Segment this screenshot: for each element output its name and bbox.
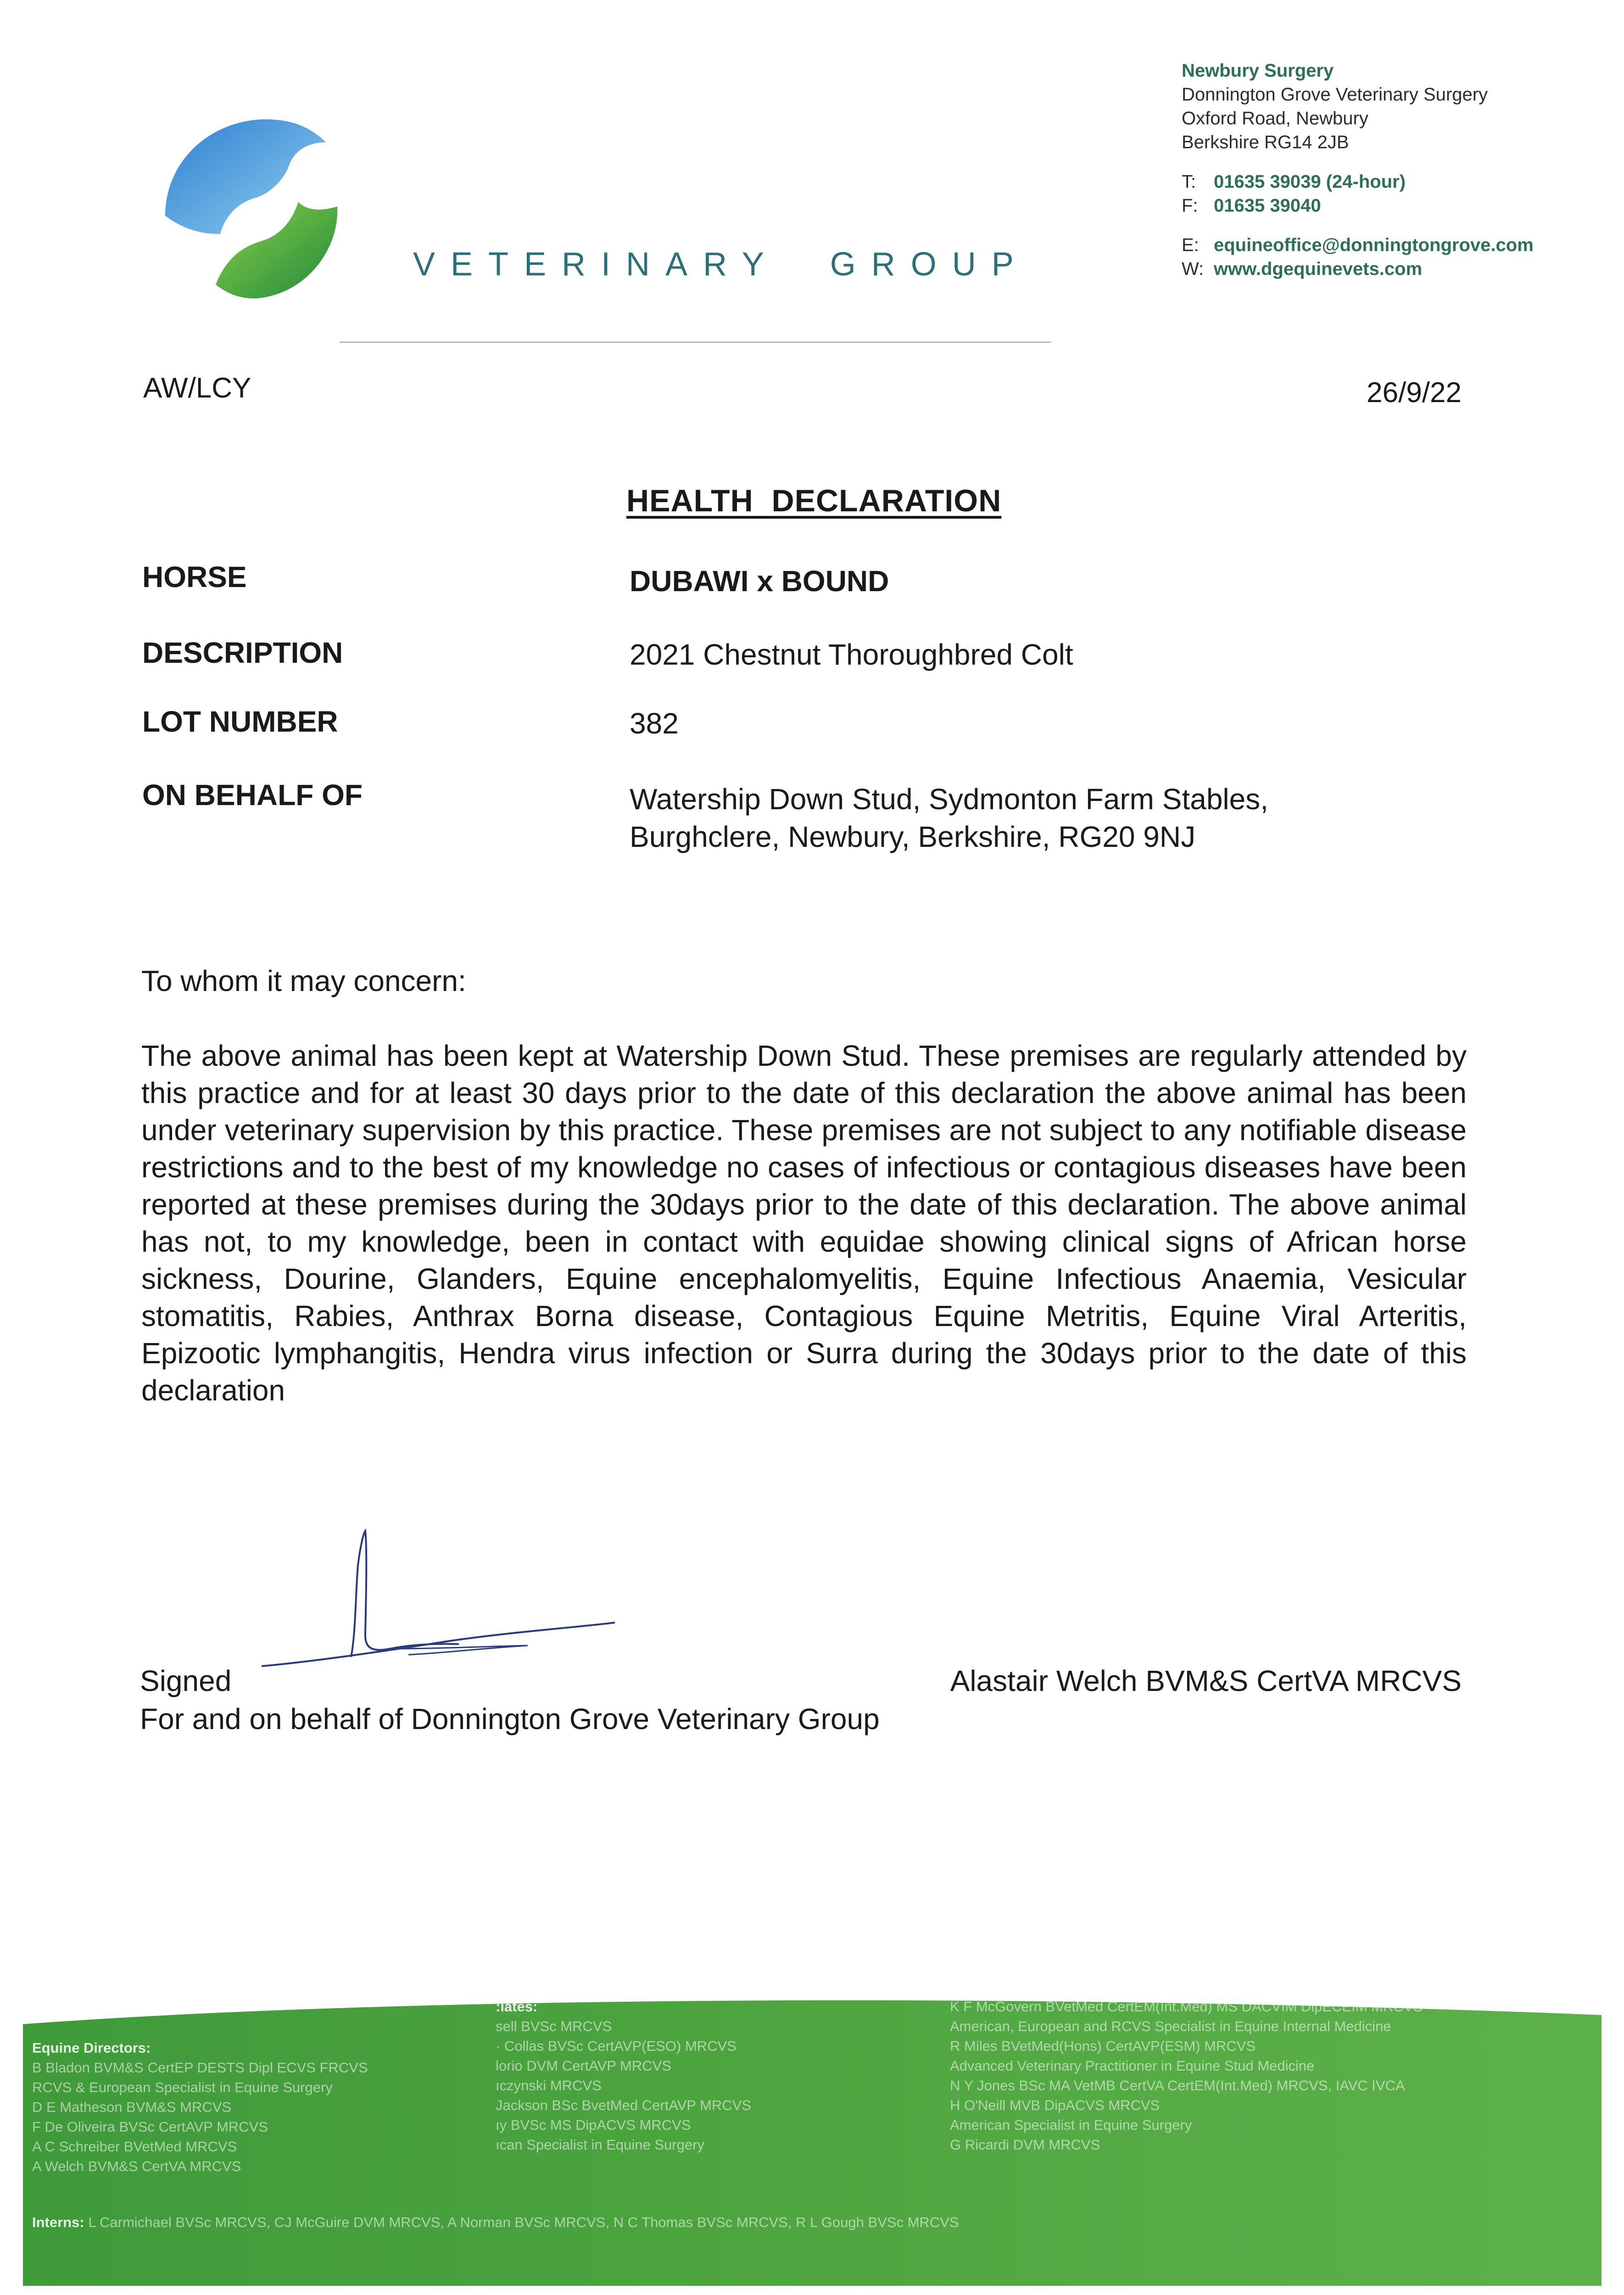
address-line-1: Donnington Grove Veterinary Surgery bbox=[1182, 84, 1488, 105]
fax-number: 01635 39040 bbox=[1214, 196, 1321, 216]
interns-label: Interns: bbox=[32, 2214, 84, 2230]
footer-associates bbox=[496, 1997, 751, 2155]
on-behalf-of-label: ON BEHALF OF bbox=[142, 778, 363, 812]
specialist-line: G Ricardi DVM MRCVS bbox=[950, 2137, 1100, 2153]
footer-band bbox=[23, 1992, 1602, 2286]
web-label: W: bbox=[1182, 259, 1204, 279]
interns-list: L Carmichael BVSc MRCVS, CJ McGuire DVM MRCVS, A Norman BVSc MRCVS, N C Thomas BVSc MRCVS, R L Gough BVSc MRCVS bbox=[88, 2214, 959, 2230]
surgery-name: Newbury Surgery bbox=[1182, 61, 1334, 81]
signed-label: Signed bbox=[140, 1664, 232, 1697]
behalf-line-1: Watership Down Stud, Sydmonton Farm Stables, bbox=[630, 783, 1268, 816]
letter-date: 26/9/22 bbox=[1367, 377, 1462, 409]
reference-code: AW/LCY bbox=[143, 372, 251, 404]
address-line-3: Berkshire RG14 2JB bbox=[1182, 132, 1349, 152]
lot-number-value: 382 bbox=[630, 707, 679, 740]
associate-line: ıczynski MRCVS bbox=[496, 2077, 602, 2093]
horse-label: HORSE bbox=[142, 560, 247, 593]
description-value: 2021 Chestnut Thoroughbred Colt bbox=[630, 638, 1073, 671]
specialist-line: R Miles BVetMed(Hons) CertAVP(ESM) MRCVS bbox=[950, 2038, 1256, 2054]
associate-line: · Collas BVSc CertAVP(ESO) MRCVS bbox=[496, 2038, 737, 2054]
brand-word-group: GROUP bbox=[830, 246, 1029, 283]
director-line: B Bladon BVM&S CertEP DESTS Dipl ECVS FRCVS bbox=[32, 2060, 368, 2076]
email-link[interactable]: equineoffice@donningtongrove.com bbox=[1214, 235, 1534, 255]
director-line: A Welch BVM&S CertVA MRCVS bbox=[32, 2158, 241, 2174]
signature-behalf-line: For and on behalf of Donnington Grove Veterinary Group bbox=[140, 1702, 880, 1735]
specialist-line: N Y Jones BSc MA VetMB CertVA CertEM(Int.Med) MRCVS, IAVC IVCA bbox=[950, 2077, 1405, 2093]
lot-number-label: LOT NUMBER bbox=[142, 705, 338, 738]
director-line: F De Oliveira BVSc CertAVP MRCVS bbox=[32, 2119, 268, 2135]
contact-block bbox=[1182, 59, 1534, 281]
behalf-line-2: Burghclere, Newbury, Berkshire, RG20 9NJ bbox=[630, 820, 1196, 853]
website-link[interactable]: www.dgequinevets.com bbox=[1214, 259, 1423, 279]
brand-wordmark bbox=[413, 246, 1029, 283]
document-title: HEALTH DECLARATION bbox=[626, 483, 1002, 518]
signer-name: Alastair Welch BVM&S CertVA MRCVS bbox=[950, 1664, 1462, 1697]
director-line: A C Schreiber BVetMed MRCVS bbox=[32, 2138, 237, 2155]
email-label: E: bbox=[1182, 235, 1199, 255]
specialist-line: Advanced Veterinary Practitioner in Equine Stud Medicine bbox=[950, 2058, 1315, 2074]
address-line-2: Oxford Road, Newbury bbox=[1182, 108, 1368, 129]
horse-logo-icon bbox=[156, 110, 349, 303]
specialist-line: H O'Neill MVB DipACVS MRCVS bbox=[950, 2097, 1160, 2113]
footer-directors bbox=[32, 2038, 368, 2176]
associates-heading: :iates: bbox=[496, 1998, 538, 2015]
description-label: DESCRIPTION bbox=[142, 636, 343, 669]
footer-interns bbox=[32, 2212, 959, 2232]
handwritten-signature bbox=[257, 1528, 624, 1680]
fax-label: F: bbox=[1182, 196, 1198, 216]
specialist-line: American Specialist in Equine Surgery bbox=[950, 2117, 1192, 2133]
associate-line: Jackson BSc BvetMed CertAVP MRCVS bbox=[496, 2097, 752, 2113]
directors-heading: Equine Directors: bbox=[32, 2040, 151, 2056]
on-behalf-of-value bbox=[630, 780, 1268, 856]
director-line: D E Matheson BVM&S MRCVS bbox=[32, 2099, 232, 2115]
brand-word-veterinary: VETERINARY bbox=[413, 246, 780, 283]
footer-specialists bbox=[950, 1997, 1423, 2155]
associate-line: lorio DVM CertAVP MRCVS bbox=[496, 2058, 671, 2074]
salutation: To whom it may concern: bbox=[141, 964, 466, 997]
phone-label: T: bbox=[1182, 172, 1196, 192]
declaration-body: The above animal has been kept at Watership Down Stud. These premises are regularly attended by this practice and for at least 30 days prior to the date of this declaration the above animal has been under veterinary supervision by this practice. These premises are not subject to any notifiable disease restrictions and to the best of my knowledge no cases of infectious or contagious diseases have been reported at these premises during the 30days prior to the date of this declaration. The above animal has not, to my knowledge, been in contact with equidae showing clinical signs of African horse sickness, Dourine, Glanders, Equine encephalomyelitis, Equine Infectious Anaemia, Vesicular stomatitis, Rabies, Anthrax Borna disease, Contagious Equine Metritis, Equine Viral Arteritis, Epizootic lymphangitis, Hendra virus infection or Surra during the 30days prior to the date of this declaration bbox=[141, 1039, 1467, 1407]
director-line: RCVS & European Specialist in Equine Surgery bbox=[32, 2079, 333, 2095]
associate-line: sell BVSc MRCVS bbox=[496, 2018, 612, 2034]
phone-number[interactable]: 01635 39039 (24-hour) bbox=[1214, 172, 1406, 192]
horse-value: DUBAWI x BOUND bbox=[630, 565, 889, 598]
associate-line: ıy BVSc MS DipACVS MRCVS bbox=[496, 2117, 691, 2133]
header-divider bbox=[340, 341, 1051, 343]
specialist-line: American, European and RCVS Specialist in Equine Internal Medicine bbox=[950, 2018, 1391, 2034]
specialist-line: K F McGovern BVetMed CertEM(Int.Med) MS DACVIM DipECEIM MRCVS bbox=[950, 1998, 1423, 2015]
associate-line: ıcan Specialist in Equine Surgery bbox=[496, 2137, 704, 2153]
